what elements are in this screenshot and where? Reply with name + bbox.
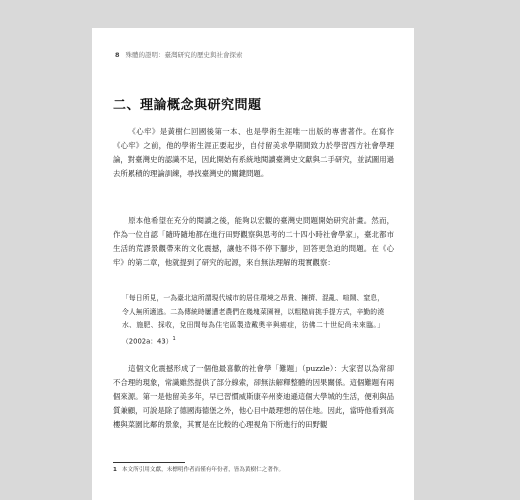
block-quote (122, 292, 384, 348)
section-title: 二、理論概念與研究問題 (113, 98, 262, 113)
body-paragraph-1: 《心牢》是黃樹仁回國後第一本、也是學術生涯唯一出版的專書著作。在寫作《心牢》之前，他的學術生涯正要起步，自付留美求學期間致力於學習西方社會學理論，對臺灣史的認識不足，因此開始有系統地閱讀臺灣史文獻與二手研究，並試圖用過去所累積的理論訓練，尋找臺灣史的關鍵問題。 (113, 127, 394, 178)
footnote-number: 1 (113, 467, 117, 473)
footnote-divider (113, 462, 185, 463)
body-paragraph-2: 原本他希望在充分的閱讀之後，能夠以宏觀的臺灣史問題開始研究計畫。然而，作為一位自認「隨時隨地都在進行田野觀察與思考的二十四小時社會學家」，臺北都市生活的荒謬景觀帶來的文化震撼，讓他不得不停下腳步，回答更急迫的問題。在《心牢》的第二章，他就提到了研究的起源，來自無法理解的現實觀察： (113, 216, 394, 267)
quote-text: 「每日所見，一為臺北這所謂現代城市的居住環境之昂貴、擁擠、混亂、喧鬧、窒息，令人無所適逃。二為傳統時屢遭老農們在幾塊菜園裡，以粗糙肩挑手提方式，辛勤的澆水、施肥、採收，兌田間每為住宅區製造戴奧辛與癌症，彷佛二十世紀尚未來臨。」（2002a：43） (122, 294, 384, 345)
body-paragraph-3: 這個文化震撼形成了一個他最喜歡的社會學「難題」（puzzle）：大家習以為常卻不合理的現象，常識雖然提供了部分線索，卻無法解釋整體的因果關係。這個難題有兩個來源。第一是他留美多年，早已習慣威斯康辛州麥迪遜這個大學城的生活，便利與品質兼顧，可說是除了德國海德堡之外，他心目中最理想的居住地。因此，當時他看到高樓與菜園比鄰的景象，其實是在比較的心理視角下所進行的田野觀 (113, 364, 394, 429)
running-title: 殊體的證明：臺灣研究的歷史與社會探索 (125, 51, 243, 59)
document-page (92, 28, 414, 500)
footnote-text: 本文所引用文獻，未標明作者而僅有年份者，皆為黃樹仁之著作。 (121, 467, 285, 473)
footnote (113, 465, 284, 473)
page-number: 8 (115, 51, 120, 59)
running-header (115, 50, 243, 59)
footnote-ref: 1 (172, 335, 176, 342)
